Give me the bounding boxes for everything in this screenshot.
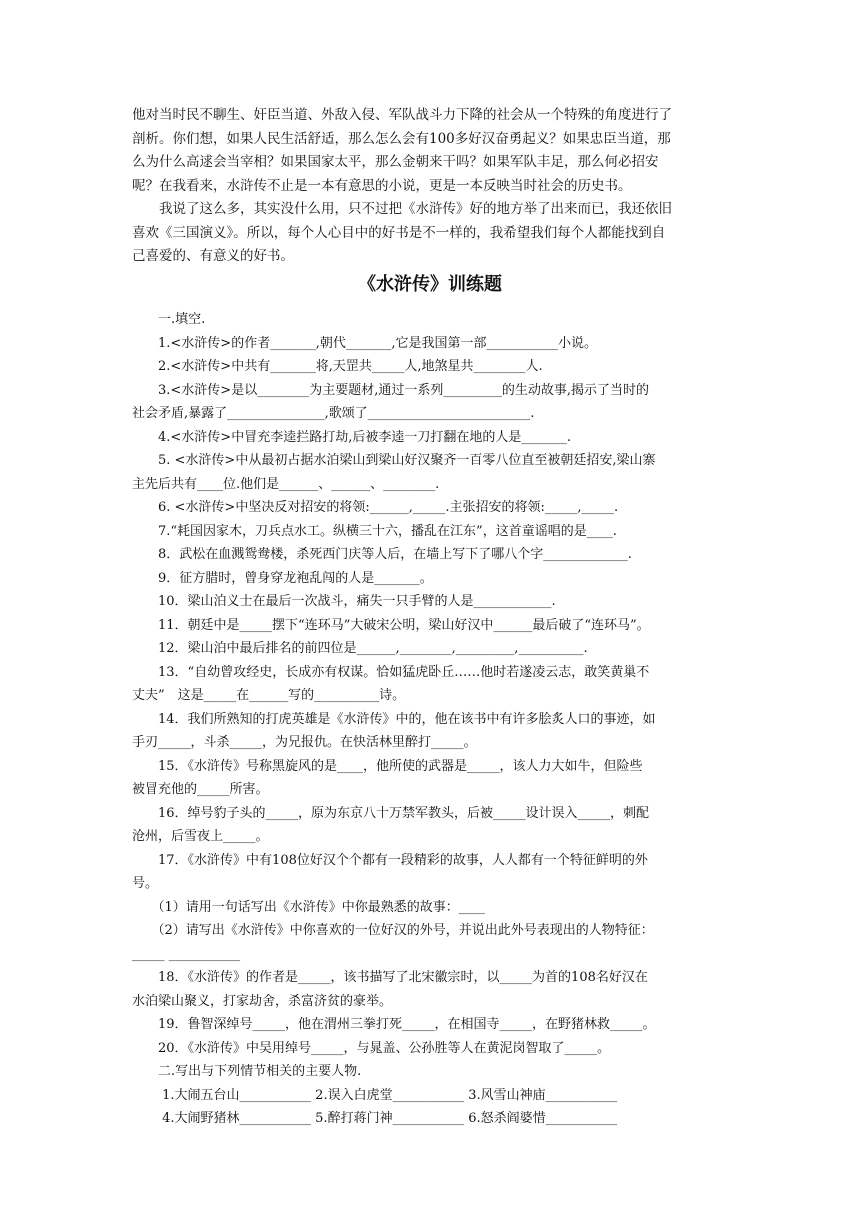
question-line: 12．梁山泊中最后排名的前四位是______,________,_________,__________. bbox=[132, 641, 588, 656]
essay-line: 己喜爱的、有意义的好书。 bbox=[132, 248, 294, 264]
question-line: 11．朝廷中是_____摆下“连环马”大破宋公明，梁山好汉中______最后破了“连环马”。 bbox=[132, 617, 650, 633]
essay-section bbox=[132, 104, 730, 269]
section-heading: 一.填空. bbox=[132, 312, 206, 327]
question-line: 6. <水浒传>中坚决反对招安的将领:______,_____.主张招安的将领:_____,_____. bbox=[132, 500, 619, 515]
question-line: 13．“自幼曾攻经史，长成亦有权谋。恰如猛虎卧丘……他时若遂凌云志，敢笑黄巢不 bbox=[132, 664, 650, 680]
essay-line: 呢？在我看来，水浒传不止是一本有意思的小说，更是一本反映当时社会的历史书。 bbox=[132, 177, 632, 194]
question-line: 主先后共有____位.他们是______、______、________. bbox=[132, 476, 440, 492]
essay-line: 他对当时民不聊生、奸臣当道、外敌入侵、军队战斗力下降的社会从一个特殊的角度进行了 bbox=[132, 107, 672, 123]
question-line: 社会矛盾,暴露了_______________,歌颂了_________________________. bbox=[132, 406, 535, 421]
question-line: 3.<水浒传>是以________为主要题材,通过一系列_________的生动故事,揭示了当时的 bbox=[132, 382, 649, 398]
question-line: 10．梁山泊义士在最后一次战斗，痛失一只手臂的人是____________. bbox=[132, 594, 556, 609]
question-line: 18．《水浒传》的作者是_____，该书描写了北宋徽宗时，以_____为首的108名好汉在 bbox=[132, 970, 648, 985]
question-line: 丈夫” 这是_____在______写的__________诗。 bbox=[132, 688, 406, 703]
question-line: 14．我们所熟知的打虎英雄是《水浒传》中的，他在该书中有许多脍炙人口的事迹，如 bbox=[132, 711, 656, 727]
question-line: 被冒充他的_____所害。 bbox=[132, 782, 269, 797]
question-line: _____ ___________ bbox=[132, 946, 241, 962]
essay-line: 我说了这么多，其实没什么用，只不过把《水浒传》好的地方举了出来而已，我还依旧 bbox=[132, 201, 672, 217]
question-line: 1.大闹五台山___________ 2.误入白虎堂___________ 3.风雪山神庙___________ bbox=[132, 1087, 618, 1103]
question-line: 15．《水浒传》号称黑旋风的是____，他所使的武器是_____，该人力大如牛，但险些 bbox=[132, 758, 643, 774]
question-line: （1）请用一句话写出《水浒传》中你最熟悉的故事：____ bbox=[132, 899, 485, 915]
essay-line: 剖析。你们想，如果人民生活舒适，那么怎么会有100多好汉奋勇起义？如果忠臣当道，那 bbox=[132, 130, 671, 147]
question-line: 4.大闹野猪林___________ 5.醉打蒋门神___________ 6.怒杀阎婆惜___________ bbox=[132, 1111, 618, 1126]
question-line: 沧州，后雪夜上_____。 bbox=[132, 829, 269, 844]
question-line: 16．绰号豹子头的_____，原为东京八十万禁军教头，后被_____设计误入_____，刺配 bbox=[132, 805, 650, 821]
question-line: 手刃_____，斗杀_____，为兄报仇。在快活林里醉打_____。 bbox=[132, 735, 477, 750]
questions-section bbox=[132, 308, 732, 1131]
section-heading: 二.写出与下列情节相关的主要人物. bbox=[132, 1064, 362, 1079]
essay-line: 喜欢《三国演义》。所以，每个人心目中的好书是不一样的，我希望我们每个人都能找到自 bbox=[132, 224, 666, 241]
question-line: 4.<水浒传>中冒充李逵拦路打劫,后被李逵一刀打翻在地的人是_______. bbox=[132, 429, 571, 445]
question-line: 7.“耗国因家木，刀兵点水工。纵横三十六，播乱在江东”，这首童谣唱的是____. bbox=[132, 523, 617, 539]
essay-line: 么为什么高逑会当宰相？如果国家太平，那么金朝来干吗？如果军队丰足，那么何必招安 bbox=[132, 154, 659, 170]
question-line: （2）请写出《水浒传》中你喜欢的一位好汉的外号，并说出此外号表现出的人物特征： bbox=[132, 923, 654, 938]
question-line: 号。 bbox=[132, 876, 159, 891]
question-line: 水泊梁山聚义，打家劫舍，杀富济贫的豪举。 bbox=[132, 993, 393, 1009]
question-line: 8．武松在血溅鸳鸯楼，杀死西门庆等人后，在墙上写下了哪八个字_____________. bbox=[132, 547, 632, 562]
question-line: 9．征方腊时，曾身穿龙袍乱闯的人是_______。 bbox=[132, 570, 433, 586]
question-line: 1.<水浒传>的作者_______,朝代_______,它是我国第一部___________小说。 bbox=[132, 335, 597, 351]
question-line: 19．鲁智深绰号_____，他在渭州三拳打死_____，在相国寺_____，在野猪林救_____。 bbox=[132, 1017, 656, 1032]
question-line: 2.<水浒传>中共有_______将,天罡共_____人,地煞星共________人. bbox=[132, 359, 543, 374]
page-title: 《水浒传》训练题 bbox=[358, 274, 502, 295]
question-line: 20．《水浒传》中吴用绰号_____，与晁盖、公孙胜等人在黄泥岗智取了_____。 bbox=[132, 1040, 611, 1056]
question-line: 5. <水浒传>中从最初占据水泊梁山到梁山好汉聚齐一百零八位直至被朝廷招安,梁山寨 bbox=[132, 453, 656, 468]
question-line: 17．《水浒传》中有108位好汉个个都有一段精彩的故事，人人都有一个特征鲜明的外 bbox=[132, 852, 648, 868]
